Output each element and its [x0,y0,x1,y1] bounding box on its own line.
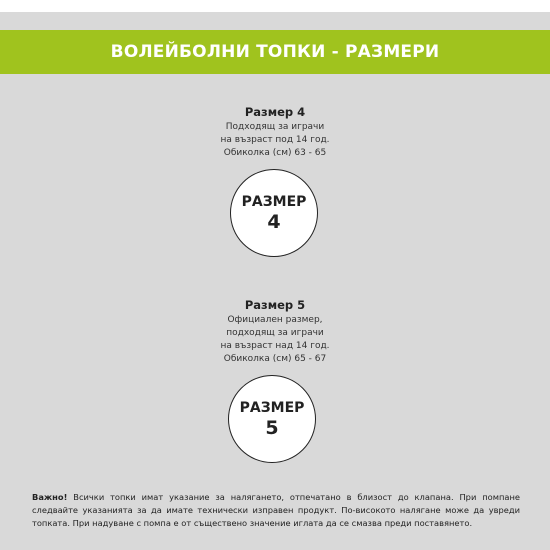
size-4-line-3: Обиколка (см) 63 - 65 [223,148,327,158]
size-5-ball-badge [228,375,316,463]
important-note [32,491,520,530]
size-4-badge-number: 4 [267,210,281,233]
content-panel [0,12,550,550]
size-5-info [0,298,550,366]
size-4-line-1: Подходящ за играчи [225,122,325,132]
size-5-title: Размер 5 [244,298,306,312]
note-text: Всички топки имат указание за налягането, отпечатано в близост до клапана. При помпане следвайте указанията за да имате технически изправен продукт. По-високото налягане може да увреди топката. При надуване с помпа е от съществено значение иглата да се смазва преди поставянето. [32,492,520,528]
size-5-badge-label: РАЗМЕР [239,399,305,416]
size-4-line-2: на възраст под 14 год. [220,135,330,145]
size-4-badge-label: РАЗМЕР [241,193,307,210]
page-title: ВОЛЕЙБОЛНИ ТОПКИ - РАЗМЕРИ [110,42,440,62]
size-4-ball-badge [230,169,318,257]
size-4-info [0,105,550,160]
size-5-line-4: Обиколка (см) 65 - 67 [223,354,327,364]
size-4-title: Размер 4 [244,105,306,119]
note-lead: Важно! [32,492,68,502]
header-banner [0,30,550,74]
size-5-line-1: Официален размер, [227,315,323,325]
size-5-line-3: на възраст над 14 год. [220,341,330,351]
size-5-badge-number: 5 [265,416,279,439]
size-5-line-2: подходящ за играчи [226,328,324,338]
